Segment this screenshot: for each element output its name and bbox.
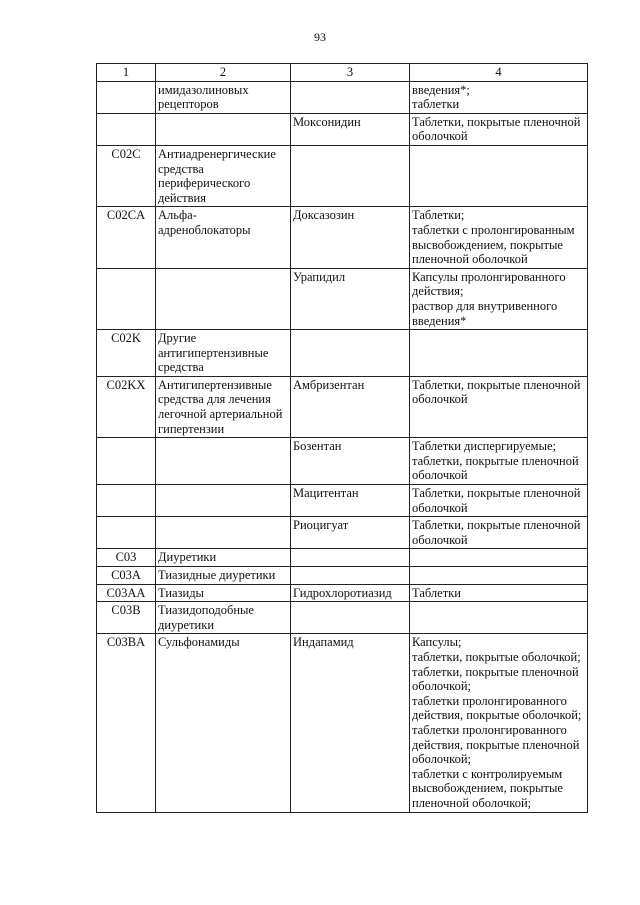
group-cell <box>156 113 291 145</box>
table-row <box>97 207 588 268</box>
dosage-form-cell <box>410 330 588 377</box>
group-line: гипертензии <box>158 421 225 436</box>
dosage-form-line: пленочной оболочкой; <box>412 795 532 810</box>
dosage-form-line: Таблетки <box>412 585 461 600</box>
page-number: 93 <box>314 30 326 44</box>
table-row <box>97 145 588 206</box>
atc-code-cell <box>97 485 156 517</box>
drug-name-cell <box>291 81 410 113</box>
dosage-form-line: действия; <box>412 284 464 299</box>
group-cell <box>156 438 291 485</box>
group-cell <box>156 207 291 268</box>
dosage-form-line: высвобождением, покрытые <box>412 781 563 796</box>
drug-name-line: Мацитентан <box>293 486 359 501</box>
table-row <box>97 81 588 113</box>
dosage-form-line: введения*; <box>412 82 470 97</box>
table-header-row <box>97 64 588 82</box>
group-line: средства для лечения <box>158 392 271 407</box>
header-cell-4: 4 <box>410 64 588 82</box>
dosage-form-cell <box>410 485 588 517</box>
drug-name-cell <box>291 549 410 567</box>
group-line: диуретики <box>158 617 215 632</box>
dosage-form-cell <box>410 517 588 549</box>
group-line: Другие <box>158 331 197 346</box>
dosage-form-cell <box>410 145 588 206</box>
dosage-form-line: Таблетки диспергируемые; <box>412 439 557 454</box>
atc-code-cell: C03B <box>97 602 156 634</box>
dosage-form-cell <box>410 268 588 329</box>
group-line: имидазолиновых <box>158 82 249 97</box>
group-line: Альфа- <box>158 208 197 223</box>
table-row <box>97 517 588 549</box>
dosage-form-line: Таблетки, покрытые пленочной <box>412 377 581 392</box>
group-cell <box>156 634 291 812</box>
drug-name-cell <box>291 113 410 145</box>
group-line: Антиадренергические <box>158 146 276 161</box>
dosage-form-line: таблетки с контролируемым <box>412 766 563 781</box>
dosage-form-cell <box>410 376 588 437</box>
group-cell <box>156 602 291 634</box>
atc-code-cell: C03A <box>97 567 156 585</box>
group-cell <box>156 485 291 517</box>
table-row <box>97 549 588 567</box>
dosage-form-line: оболочкой <box>412 500 468 515</box>
dosage-form-cell <box>410 634 588 812</box>
drug-table <box>96 63 588 813</box>
dosage-form-line: таблетки пролонгированного <box>412 693 567 708</box>
group-cell <box>156 330 291 377</box>
group-cell <box>156 584 291 602</box>
group-line: легочной артериальной <box>158 407 283 422</box>
dosage-form-line: высвобождением, покрытые <box>412 237 563 252</box>
atc-code-cell <box>97 113 156 145</box>
drug-name-cell <box>291 207 410 268</box>
drug-name-cell <box>291 485 410 517</box>
group-cell <box>156 145 291 206</box>
table-row <box>97 567 588 585</box>
dosage-form-line: таблетки, покрытые оболочкой; <box>412 649 581 664</box>
atc-code-cell: C02CA <box>97 207 156 268</box>
dosage-form-line: таблетки пролонгированного <box>412 722 567 737</box>
drug-name-cell <box>291 634 410 812</box>
table-row <box>97 438 588 485</box>
dosage-form-line: оболочкой; <box>412 679 471 694</box>
group-line: Тиазидоподобные <box>158 603 254 618</box>
group-cell <box>156 376 291 437</box>
drug-name-cell <box>291 584 410 602</box>
dosage-form-line: Капсулы пролонгированного <box>412 269 566 284</box>
group-cell <box>156 567 291 585</box>
dosage-form-line: таблетки, покрытые пленочной <box>412 453 579 468</box>
dosage-form-line: действия, покрытые оболочкой; <box>412 708 582 723</box>
dosage-form-cell <box>410 567 588 585</box>
header-cell-1: 1 <box>97 64 156 82</box>
atc-code-cell: C02C <box>97 145 156 206</box>
atc-code-cell <box>97 268 156 329</box>
atc-code-cell <box>97 438 156 485</box>
dosage-form-cell <box>410 438 588 485</box>
dosage-form-line: оболочкой <box>412 129 468 144</box>
drug-name-line: Риоцигуат <box>293 518 349 533</box>
group-line: средства <box>158 161 204 176</box>
table-row <box>97 268 588 329</box>
group-cell <box>156 268 291 329</box>
drug-name-cell <box>291 268 410 329</box>
dosage-form-line: введения* <box>412 313 467 328</box>
dosage-form-line: оболочкой <box>412 392 468 407</box>
group-line: Диуретики <box>158 550 217 565</box>
table-row <box>97 330 588 377</box>
atc-code-cell: C02K <box>97 330 156 377</box>
drug-name-cell <box>291 330 410 377</box>
drug-name-cell <box>291 145 410 206</box>
drug-name-cell <box>291 376 410 437</box>
drug-name-line: Урапидил <box>293 269 346 284</box>
table-row <box>97 584 588 602</box>
dosage-form-line: таблетки <box>412 97 460 112</box>
drug-name-line: Индапамид <box>293 635 354 650</box>
drug-name-cell <box>291 567 410 585</box>
group-line: Сульфонамиды <box>158 635 240 650</box>
drug-name-line: Доксазозин <box>293 208 355 223</box>
group-line: периферического <box>158 176 251 191</box>
drug-name-line: Амбризентан <box>293 377 365 392</box>
drug-name-line: Гидрохлоротиазид <box>293 585 392 600</box>
atc-code-cell: C03BA <box>97 634 156 812</box>
dosage-form-cell <box>410 81 588 113</box>
table-row <box>97 602 588 634</box>
drug-name-line: Бозентан <box>293 439 342 454</box>
group-line: Тиазиды <box>158 585 204 600</box>
dosage-form-cell <box>410 207 588 268</box>
dosage-form-cell <box>410 113 588 145</box>
group-line: рецепторов <box>158 97 219 112</box>
group-line: антигипертензивные <box>158 345 269 360</box>
table-row <box>97 376 588 437</box>
dosage-form-line: действия, покрытые пленочной <box>412 737 580 752</box>
dosage-form-line: пленочной оболочкой <box>412 252 528 267</box>
atc-code-cell: C03 <box>97 549 156 567</box>
dosage-form-line: таблетки, покрытые пленочной <box>412 664 579 679</box>
group-line: Тиазидные диуретики <box>158 568 276 582</box>
table-row <box>97 634 588 812</box>
dosage-form-line: оболочкой <box>412 532 468 547</box>
dosage-form-cell <box>410 602 588 634</box>
table-body <box>97 64 588 813</box>
dosage-form-line: Таблетки, покрытые пленочной <box>412 518 581 533</box>
dosage-form-cell <box>410 549 588 567</box>
drug-name-cell <box>291 517 410 549</box>
drug-name-line: Моксонидин <box>293 114 361 129</box>
dosage-form-line: Таблетки, покрытые пленочной <box>412 114 581 129</box>
atc-code-cell <box>97 517 156 549</box>
drug-name-cell <box>291 602 410 634</box>
atc-code-cell: C03AA <box>97 584 156 602</box>
dosage-form-line: раствор для внутривенного <box>412 298 558 313</box>
group-cell <box>156 81 291 113</box>
group-line: адреноблокаторы <box>158 222 251 237</box>
header-cell-3: 3 <box>291 64 410 82</box>
group-cell <box>156 549 291 567</box>
dosage-form-line: Капсулы; <box>412 635 462 650</box>
group-line: средства <box>158 360 204 375</box>
table-row <box>97 113 588 145</box>
group-line: действия <box>158 190 206 205</box>
dosage-form-line: Таблетки; <box>412 208 465 223</box>
dosage-form-cell <box>410 584 588 602</box>
dosage-form-line: Таблетки, покрытые пленочной <box>412 486 581 501</box>
group-cell <box>156 517 291 549</box>
table-row <box>97 485 588 517</box>
drug-name-cell <box>291 438 410 485</box>
dosage-form-line: оболочкой <box>412 468 468 483</box>
atc-code-cell: C02KX <box>97 376 156 437</box>
dosage-form-line: оболочкой; <box>412 752 471 767</box>
group-line: Антигипертензивные <box>158 377 272 392</box>
header-cell-2: 2 <box>156 64 291 82</box>
dosage-form-line: таблетки с пролонгированным <box>412 222 575 237</box>
atc-code-cell <box>97 81 156 113</box>
